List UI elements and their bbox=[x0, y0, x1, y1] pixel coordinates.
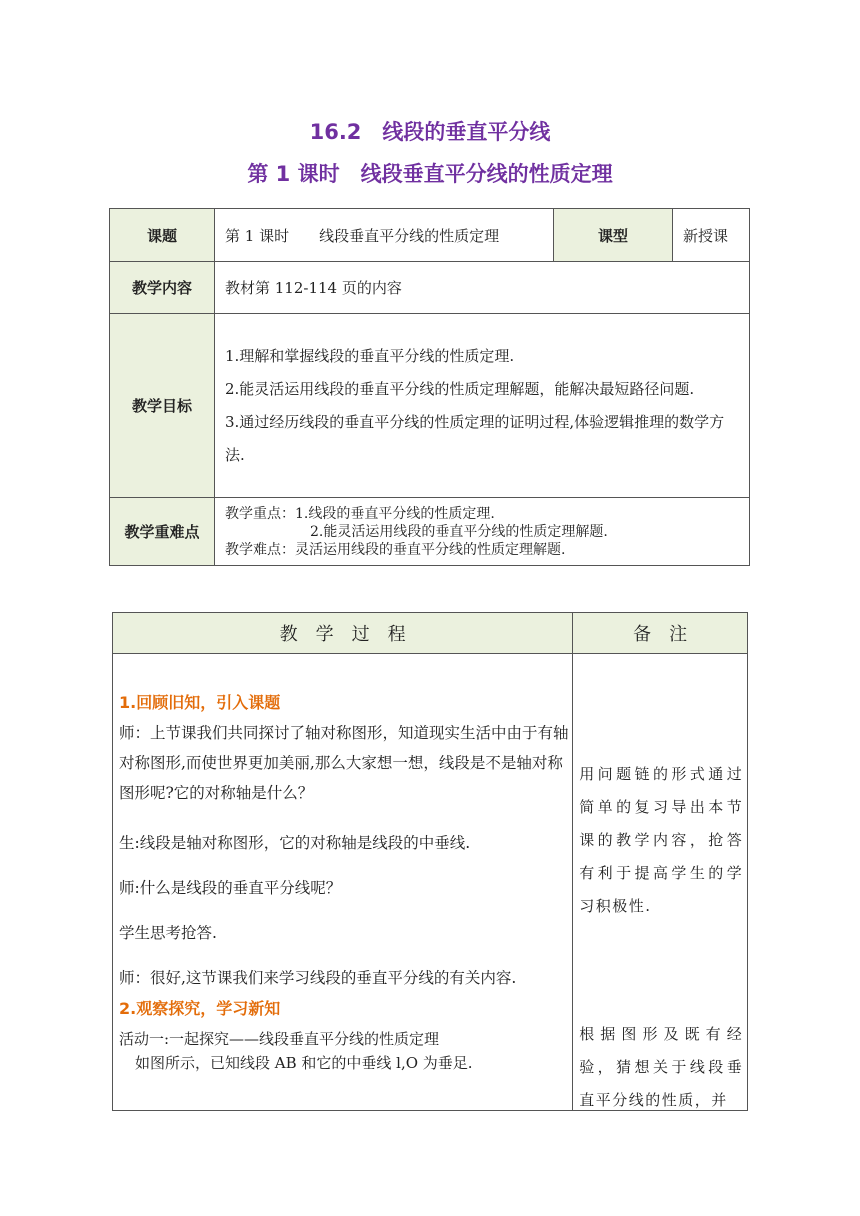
page-subtitle: 第 1 课时 线段垂直平分线的性质定理 bbox=[247, 162, 613, 186]
process-header: 教 学 过 程 bbox=[113, 613, 573, 654]
section-title: 1.回顾旧知，引入课题 bbox=[119, 693, 281, 712]
section-title: 2.观察探究，学习新知 bbox=[119, 999, 281, 1018]
goal-item: 1.理解和掌握线段的垂直平分线的性质定理. bbox=[225, 346, 515, 365]
goal-item: 2.能灵活运用线段的垂直平分线的性质定理解题，能解决最短路径问题. bbox=[225, 379, 695, 398]
content-value: 教材第 112-114 页的内容 bbox=[215, 262, 750, 314]
paragraph: 师：很好,这节课我们来学习线段的垂直平分线的有关内容. bbox=[119, 969, 517, 987]
paragraph: 生:线段是轴对称图形，它的对称轴是线段的中垂线. bbox=[119, 834, 471, 852]
key-point-1: 教学重点：1.线段的垂直平分线的性质定理. bbox=[225, 505, 495, 522]
goal-item: 3.通过经历线段的垂直平分线的性质定理的证明过程,体验逻辑推理的数学方法. bbox=[225, 412, 725, 464]
content-label: 教学内容 bbox=[110, 262, 215, 314]
difficult-point: 教学难点：灵活运用线段的垂直平分线的性质定理解题. bbox=[225, 541, 566, 558]
paragraph: 学生思考抢答. bbox=[119, 924, 217, 942]
key-point-2: 2.能灵活运用线段的垂直平分线的性质定理解题. bbox=[310, 523, 608, 540]
paragraph: 如图所示，已知线段 AB 和它的中垂线 l,O 为垂足. bbox=[135, 1054, 473, 1072]
page-title: 16.2 线段的垂直平分线 bbox=[309, 120, 551, 144]
paragraph: 师：上节课我们共同探讨了轴对称图形，知道现实生活中由于有轴对称图形,而使世界更加美丽,那么大家想一想，线段是不是轴对称图形呢?它的对称轴是什么？ bbox=[119, 724, 569, 802]
note: 用问题链的形式通过简单的复习导出本节课的教学内容，抢答有利于提高学生的学习积极性. bbox=[579, 765, 744, 915]
notes-content bbox=[573, 654, 748, 1111]
topic-value: 第 1 课时 线段垂直平分线的性质定理 bbox=[215, 209, 554, 262]
lesson-info-table bbox=[109, 208, 750, 566]
goals-label: 教学目标 bbox=[110, 314, 215, 498]
topic-label: 课题 bbox=[110, 209, 215, 262]
process-content bbox=[113, 654, 573, 1111]
paragraph: 师:什么是线段的垂直平分线呢？ bbox=[119, 879, 342, 897]
type-value: 新授课 bbox=[673, 209, 750, 262]
teaching-process-table bbox=[112, 612, 748, 1111]
note: 根据图形及既有经验，猜想关于线段垂直平分线的性质，并 bbox=[579, 1025, 744, 1109]
paragraph: 活动一:一起探究——线段垂直平分线的性质定理 bbox=[119, 1030, 440, 1048]
difficulty-label: 教学重难点 bbox=[110, 498, 215, 566]
type-label: 课型 bbox=[554, 209, 673, 262]
notes-header: 备 注 bbox=[573, 613, 748, 654]
goals-list bbox=[215, 314, 750, 498]
difficulty-content bbox=[215, 498, 750, 566]
